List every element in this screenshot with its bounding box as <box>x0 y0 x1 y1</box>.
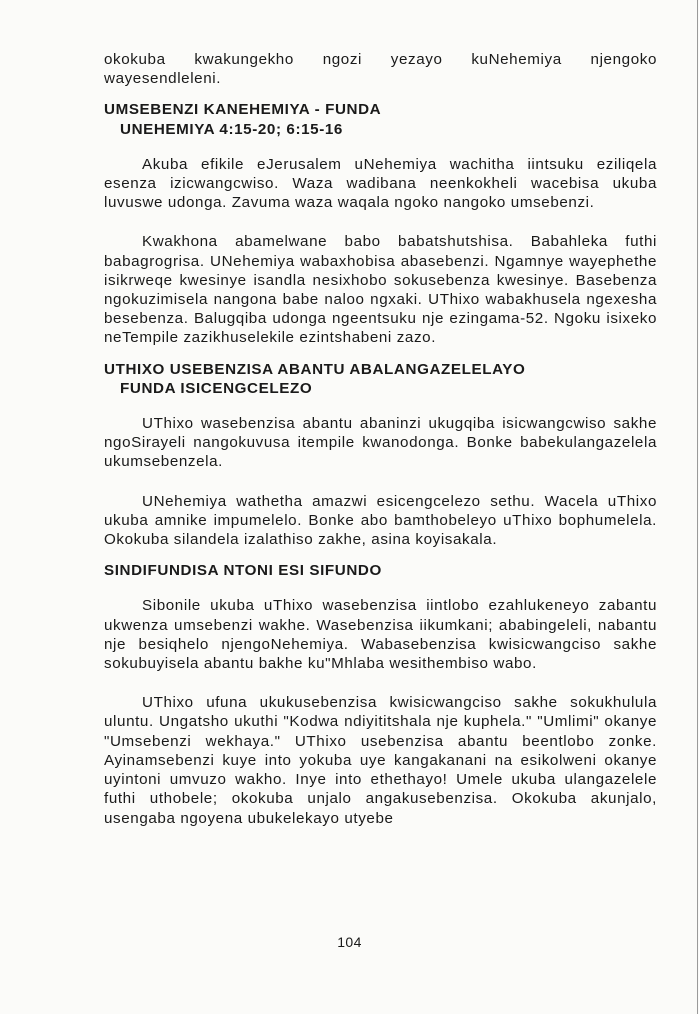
paragraph: Sibonile ukuba uThixo wasebenzisa iintlobo ezahlukeneyo zabantu ukwenza umsebenzi wakhe. Wasebenzisa iikumkani; ababingeleli, nabantu nje besiqhelo njengoNehemiya. Wabasebenzisa kwisicwangciso sakhe sokubuyisela abantu bakhe ku"Mhlaba wesithembiso wabo. <box>104 597 657 673</box>
paragraph: UThixo ufuna ukukusebenzisa kwisicwangciso sakhe sokukhulula uluntu. Ungatsho ukuthi "Kodwa ndiyititshala nje kuphela." "Umlimi" okanye "Umsebenzi wekhaya." UThixo usebenzisa abantu beentlobo zonke. Ayinamsebenzi kuye into yokuba uye kangakanani na esikolweni okanye uyintoni umvuzo wakho. Inye into ethethayo! Umele ukuba ulangazelele futhi uthobele; okokuba unjalo angakusebenzisa. Okokuba akunjalo, usengaba ngoyena ubukelekayo utyebe <box>104 694 657 827</box>
section-heading-umsebenzi <box>104 100 657 138</box>
section-heading-uthixo <box>104 360 657 398</box>
page-body <box>104 50 657 828</box>
paragraph-continuation: okokuba kwakungekho ngozi yezayo kuNehemiya njengoko wayesendleleni. <box>104 51 657 88</box>
paragraph: UNehemiya wathetha amazwi esicengcelezo sethu. Wacela uThixo ukuba amnike impumelelo. Bonke abo bamthobeleyo uThixo bophumelela. Okokuba silandela izalathiso zakhe, asina koyisakala. <box>104 492 657 549</box>
paragraph: Akuba efikile eJerusalem uNehemiya wachitha iintsuku eziliqela esenza izicwangcwiso. Waza wadibana neenkokheli wacebisa ukuba luvuswe udonga. Zavuma waza waqala ngoko nangoko umsebenzi. <box>104 155 657 212</box>
paragraph: UThixo wasebenzisa abantu abaninzi ukugqiba isicwangcwiso sakhe ngoSirayeli nangokuvusa itempile kwanodonga. Bonke babekulangazelela ukumsebenzela. <box>104 415 657 471</box>
page-edge <box>697 0 698 1014</box>
paragraph: Kwakhona abamelwane babo babatshutshisa. Babahleka futhi babagrogrisa. UNehemiya wabaxhobisa abasebenzi. Ngamnye wayephethe isikrweqe kwesinye isandla nesixhobo sokusebenza kwesinye. Basebenza ngokuzimisela nangona babe naloo ngxaki. UThixo wabakhusela ngexesha besebenza. Balugqiba udonga ngeentsuku nje ezingama-52. Ngoku isixeko neTempile zazikhuselekile ezintshabeni zazo. <box>104 233 657 347</box>
heading-reference: UNEHEMIYA 4:15-20; 6:15-16 <box>120 120 343 138</box>
page-number: 104 <box>337 934 362 950</box>
heading-line: UMSEBENZI KANEHEMIYA - FUNDA <box>104 101 382 119</box>
heading-line: FUNDA ISICENGCELEZO <box>120 379 313 397</box>
section-heading-sindifundisa: SINDIFUNDISA NTONI ESI SIFUNDO <box>104 562 382 580</box>
heading-line: UTHIXO USEBENZISA ABANTU ABALANGAZELELAYO <box>104 360 526 378</box>
